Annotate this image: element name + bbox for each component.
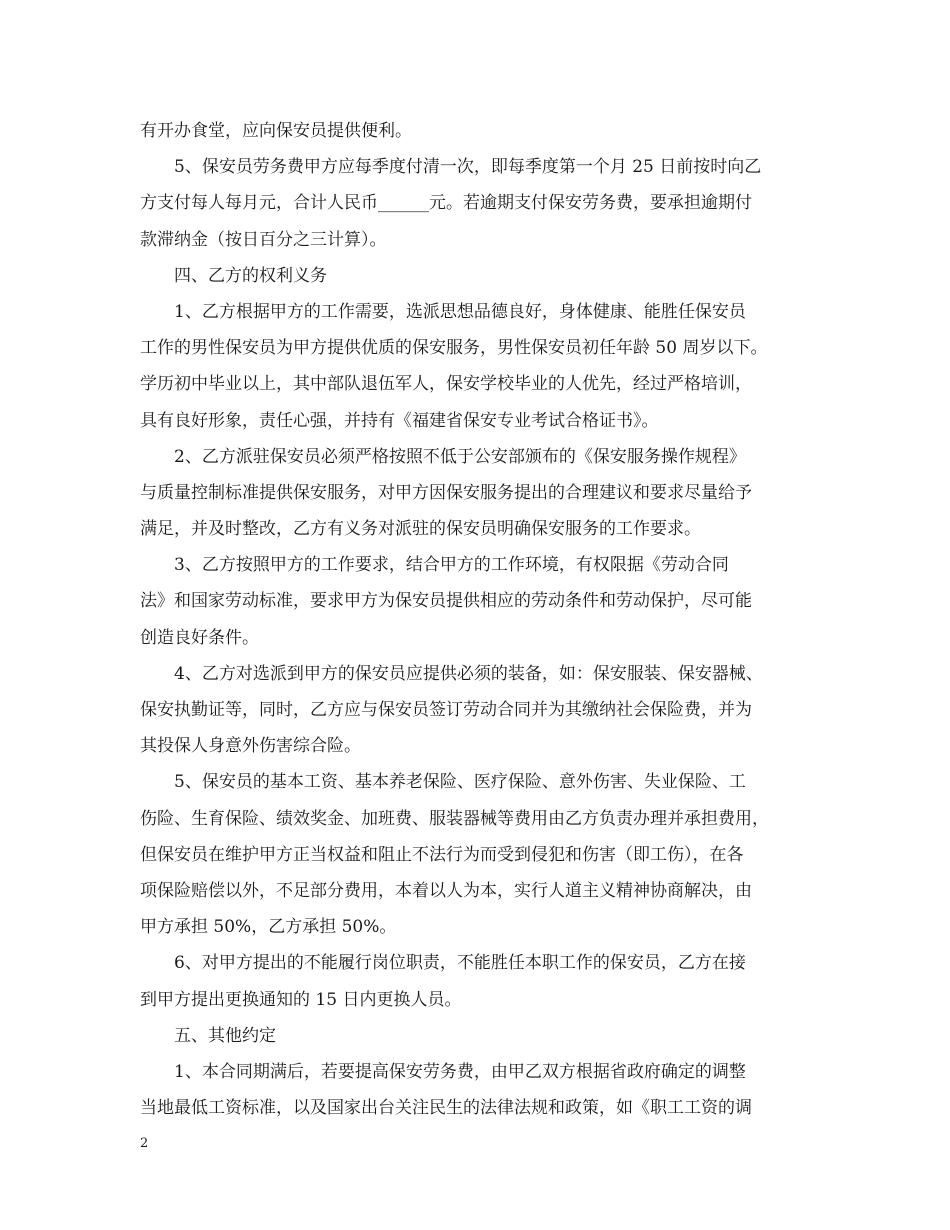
- text-line: 项保险赔偿以外，不足部分费用，本着以人为本，实行人道主义精神协商解决，由: [140, 880, 752, 901]
- text-line: 其投保人身意外伤害综合险。: [140, 736, 361, 757]
- text-line: 甲方承担 50%，乙方承担 50%。: [140, 917, 397, 938]
- text-line: 5、保安员的基本工资、基本养老保险、医疗保险、意外伤害、失业保险、工: [174, 772, 746, 793]
- text-line: 但保安员在维护甲方正当权益和阻止不法行为而受到侵犯和伤害（即工伤），在各: [140, 844, 744, 865]
- text-line: 满足，并及时整改，乙方有义务对派驻的保安员明确保安服务的工作要求。: [140, 519, 701, 540]
- text-line: 2、乙方派驻保安员必须严格按照不低于公安部颁布的《保安服务操作规程》: [174, 446, 746, 467]
- text-line: 法》和国家劳动标准，要求甲方为保安员提供相应的劳动条件和劳动保护，尽可能: [140, 591, 752, 612]
- text-line: 学历初中毕业以上，其中部队退伍军人，保安学校毕业的人优先，经过严格培训，: [140, 374, 752, 395]
- text-line: 1、乙方根据甲方的工作需要，选派思想品德良好，身体健康、能胜任保安员: [174, 301, 746, 322]
- text-line: 款滞纳金（按日百分之三计算）。: [140, 229, 387, 250]
- text-line: 6、对甲方提出的不能履行岗位职责，不能胜任本职工作的保安员，乙方在接: [174, 953, 746, 974]
- text-line: 4、乙方对选派到甲方的保安员应提供必须的装备，如：保安服装、保安器械、: [174, 663, 763, 684]
- text-line: 当地最低工资标准，以及国家出台关注民生的法律法规和政策，如《职工工资的调: [140, 1098, 752, 1119]
- text-line: 1、本合同期满后，若要提高保安劳务费，由甲乙双方根据省政府确定的调整: [174, 1061, 746, 1082]
- text-line: 与质量控制标准提供保安服务，对甲方因保安服务提出的合理建议和要求尽量给予: [140, 482, 752, 503]
- text-line: 保安执勤证等，同时，乙方应与保安员签订劳动合同并为其缴纳社会保险费，并为: [140, 700, 752, 720]
- text-line: 伤险、生育保险、绩效奖金、加班费、服装器械等费用由乙方负责办理并承担费用，: [140, 808, 769, 829]
- text-line: 创造良好条件。: [140, 627, 259, 648]
- page-number: 2: [140, 1136, 149, 1151]
- text-line: 五、其他约定: [174, 1025, 276, 1046]
- text-line: 5、保安员劳务费甲方应每季度付清一次，即每季度第一个月 25 日前按时向乙: [174, 157, 762, 178]
- text-line: 四、乙方的权利义务: [174, 265, 327, 286]
- text-line: 方支付每人每月元，合计人民币______元。若逾期支付保安劳务费，要承担逾期付: [140, 193, 752, 214]
- text-line: 工作的男性保安员为甲方提供优质的保安服务，男性保安员初任年龄 50 周岁以下。: [140, 338, 768, 359]
- text-line: 3、乙方按照甲方的工作要求，结合甲方的工作环境，有权限据《劳动合同: [174, 555, 729, 576]
- text-line: 到甲方提出更换通知的 15 日内更换人员。: [140, 989, 462, 1010]
- text-line: 具有良好形象，责任心强，并持有《福建省保安专业考试合格证书》。: [140, 410, 659, 431]
- text-line: 有开办食堂，应向保安员提供便利。: [140, 121, 412, 141]
- document-body: [140, 113, 830, 1126]
